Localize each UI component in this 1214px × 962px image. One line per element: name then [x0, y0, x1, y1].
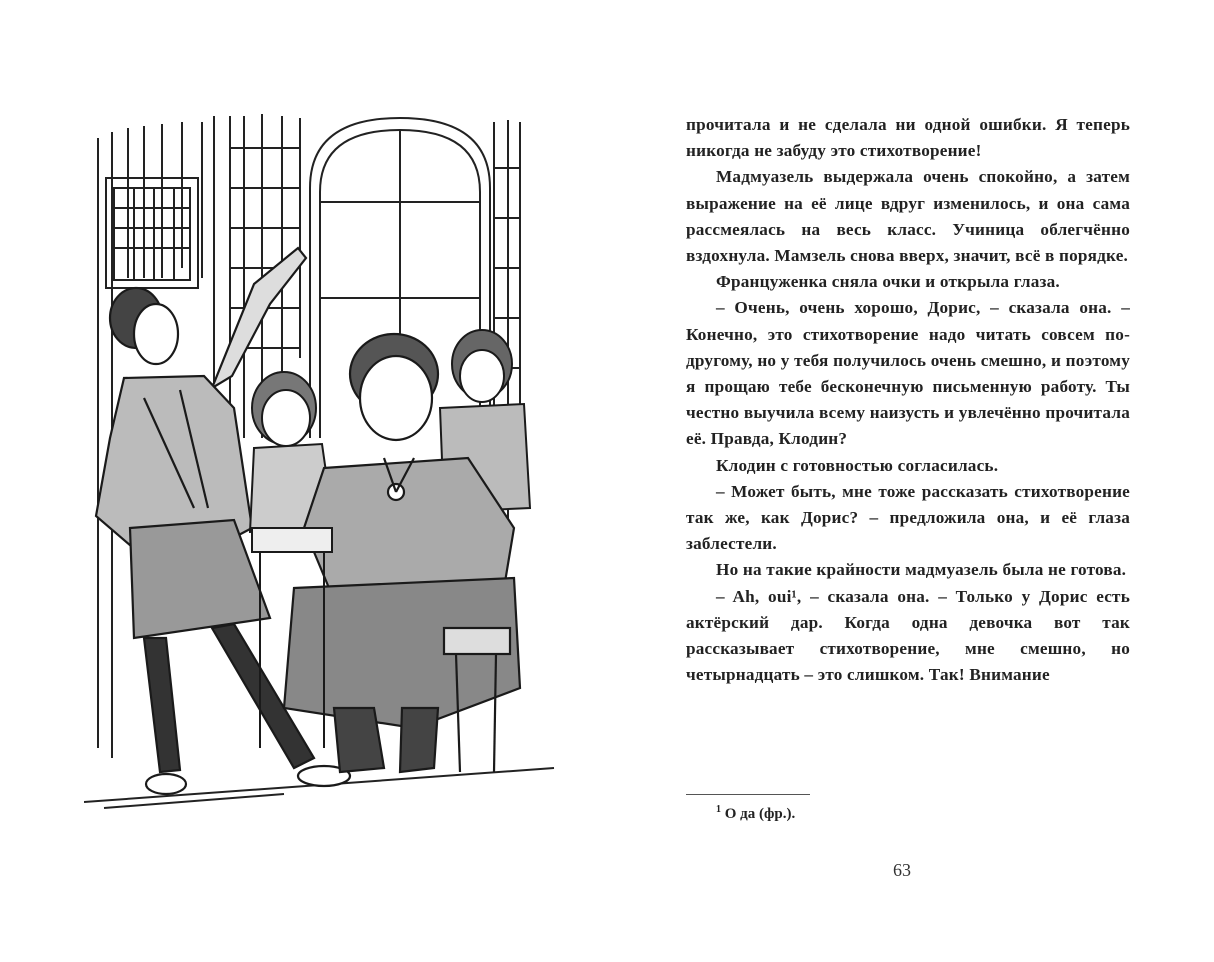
paragraph-2: Мадмуазель выдержала очень спокойно, а затем выражение на её лице вдруг изменилось, и она сама рассмеялась на весь класс. Учиница облегчённо вздохнула. Мамзель снова вверх, значит, всё в порядке. — [686, 167, 1130, 266]
paragraph-1: прочитала и не сделала ни одной ошибки. Я теперь никогда не забуду это стихотворение! — [686, 115, 1130, 161]
page-text — [686, 112, 1130, 688]
footnote-text: О да (фр.). — [724, 806, 796, 822]
paragraph-5: Клодин с готовностью согласилась. — [716, 455, 999, 475]
page-number: 63 — [893, 860, 911, 880]
paragraph-4: – Очень, очень хорошо, Дорис, – сказала она. – Конечно, это стихотворение надо читать совсем по-другому, но у тебя получилось очень смешно, и поэтому я прощаю тебе бесконечную письменную работу. Ты честно выучила всему наизусть и увлечённо прочитала её. Правда, Клодин? — [686, 298, 1130, 449]
paragraph-8: – Ah, oui¹, – сказала она. – Только у Дорис есть актёрский дар. Когда одна девочка вот так рассказывает стихотворение, мне смешно, но четырнадцать – это слишком. Так! Внимание — [686, 586, 1130, 685]
paragraph-6: – Может быть, мне тоже рассказать стихотворение так же, как Дорис? – предложила она, и её глаза заблестели. — [686, 481, 1130, 554]
footnote — [716, 804, 795, 823]
footnote-divider — [686, 794, 810, 795]
paragraph-3: Француженка сняла очки и открыла глаза. — [716, 272, 1060, 292]
paragraph-7: Но на такие крайности мадмуазель была не готова. — [716, 560, 1127, 580]
footnote-marker: 1 — [716, 804, 721, 815]
classroom-illustration — [84, 108, 556, 814]
